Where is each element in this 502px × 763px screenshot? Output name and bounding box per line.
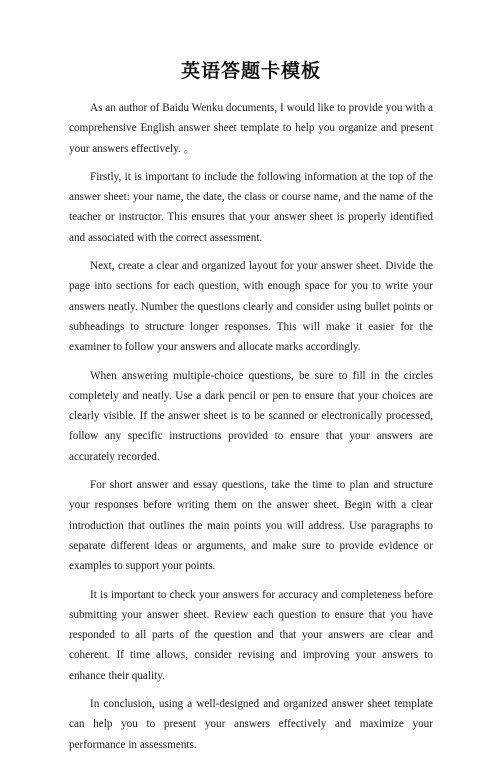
paragraph-header-info: Firstly, it is important to include the following information at the top of the answer sheet: your name, the date, the class or course name, and the name of the teacher or instructor. This ensures that your answer sheet is properly identified and associated with the correct assessment. (69, 170, 433, 244)
paragraph-intro: As an author of Baidu Wenku documents, I would like to provide you with a comprehensive English answer sheet template to help you organize and present your answers effectively. 。 (69, 102, 433, 155)
document-title: 英语答题卡模板 (180, 60, 321, 82)
paragraph-short-answer: For short answer and essay questions, take the time to plan and structure your responses before writing them on the answer sheet. Begin with a clear introduction that outlines the main points you will address. Use paragraphs to separate different ideas or arguments, and make sure to provide evidence or examples to support your points. (69, 479, 433, 573)
paragraph-multiple-choice: When answering multiple-choice questions, be sure to fill in the circles completely and neatly. Use a dark pencil or pen to ensure that your choices are clearly visible. If the answer sheet is to be scanned or electronically processed, follow any specific instructions provided to ensure that your answers are accurately recorded. (69, 369, 433, 463)
paragraph-checking: It is important to check your answers for accuracy and completeness before submitting your answer sheet. Review each question to ensure that you have responded to all parts of the question and that your answers are clear and coherent. If time allows, consider revising and improving your answers to enhance their quality. (69, 588, 433, 682)
paragraph-conclusion: In conclusion, using a well-designed and organized answer sheet template can help you to present your answers effectively and maximize your performance in assessments. (69, 698, 433, 751)
document-body (69, 98, 433, 763)
paragraph-layout: Next, create a clear and organized layout for your answer sheet. Divide the page into sections for each question, with enough space for you to write your answers neatly. Number the questions clearly and consider using bullet points or subheadings to structure longer responses. This will make it easier for the examiner to follow your answers and allocate marks accordingly. (69, 260, 433, 354)
